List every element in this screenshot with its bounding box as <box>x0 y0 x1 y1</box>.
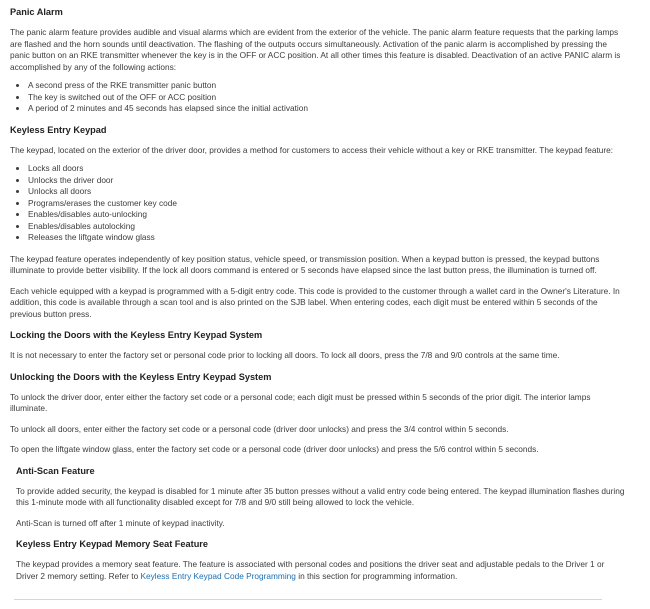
panic-deactivation-list <box>10 80 626 115</box>
list-item: • Enables/disables auto-unlocking <box>28 209 626 221</box>
keypad-code-programming-link[interactable]: Keyless Entry Keypad Code Programming <box>140 570 296 581</box>
list-item: • Programs/erases the customer key code <box>28 198 626 210</box>
memory-seat-text: The keypad provides a memory seat feature. The feature is associated with personal codes and positions the driver seat and adjustable pedals to the Driver 1 or Driver 2 memory setting. Refer to <box>16 559 605 581</box>
open-liftgate-paragraph: To open the liftgate window glass, enter the factory set code or a personal code (driver door unlocks) and press the 5/6 control within 5 seconds. <box>10 444 539 454</box>
locking-doors-heading: Locking the Doors with the Keyless Entry Keypad System <box>10 330 263 340</box>
anti-scan-off-paragraph: Anti-Scan is turned off after 1 minute of keypad inactivity. <box>16 517 225 528</box>
memory-seat-heading: Keyless Entry Keypad Memory Seat Feature <box>16 539 208 549</box>
keypad-illumination-paragraph: The keypad feature operates independently of key position status, vehicle speed, or transmission position. When a keypad button is pressed, the keypad buttons illuminate to provide better visibility. If the lock all doors command is entered or 5 seconds have elapsed since the last button press, the illumination is turned off. <box>10 253 600 275</box>
anti-scan-paragraph: To provide added security, the keypad is disabled for 1 minute after 35 button presses without a valid entry code being entered. The keypad illumination flashes during this 1-minute mode with all functionality disabled except for 7/8 and 9/0 still being allowed to lock the vehicle. <box>16 485 625 507</box>
keypad-feature-list <box>10 163 626 244</box>
list-item: • A period of 2 minutes and 45 seconds has elapsed since the initial activation <box>28 103 626 115</box>
keypad-entry-code-paragraph: Each vehicle equipped with a keypad is programmed with a 5-digit entry code. This code is provided to the customer through a wallet card in the Owner's Literature. In addition, this code is available through a scan tool and is also printed on the SJB label. When entering codes, each digit must be entered within 5 seconds of the previous button press. <box>10 285 620 319</box>
unlocking-doors-heading: Unlocking the Doors with the Keyless Entry Keypad System <box>10 371 272 382</box>
list-item: • Enables/disables autolocking <box>28 221 626 233</box>
panic-alarm-paragraph: The panic alarm feature provides audible and visual alarms which are evident from the exterior of the vehicle. The panic alarm feature requests that the parking lamps are flashed and the horn sounds until deactivation. The flashing of the outputs occurs simultaneously. Activation of the panic alarm is accomplished by pressing the panic button on an RKE transmitter whenever the key is in the OFF or ACC position. At all other times this feature is disabled. Deactivation of an active PANIC alarm is accomplished by any of the following actions: <box>10 27 621 72</box>
keyless-entry-keypad-heading: Keyless Entry Keypad <box>10 124 107 135</box>
list-item: • Unlocks the driver door <box>28 175 626 187</box>
list-item: • A second press of the RKE transmitter panic button <box>28 80 626 92</box>
memory-seat-paragraph <box>16 559 626 582</box>
list-item: • Locks all doors <box>28 163 626 175</box>
panic-alarm-heading: Panic Alarm <box>10 7 63 17</box>
unlock-all-doors-paragraph: To unlock all doors, enter either the factory set code or a personal code (driver door unlocks) and press the 3/4 control within 5 seconds. <box>10 423 509 434</box>
keypad-intro: The keypad, located on the exterior of the driver door, provides a method for customers to access their vehicle without a key or RKE transmitter. The keypad feature: <box>10 144 614 155</box>
anti-scan-section <box>16 486 626 530</box>
footer-divider <box>14 599 602 600</box>
list-item: • Unlocks all doors <box>28 186 626 198</box>
memory-seat-text-end: in this section for programming information. <box>295 570 458 581</box>
list-item: • The key is switched out of the OFF or ACC position <box>28 92 626 104</box>
unlock-driver-door-paragraph: To unlock the driver door, enter either the factory set code or a personal code; each digit must be pressed within 5 seconds of the prior digit. The interior lamps illuminate. <box>10 391 591 413</box>
anti-scan-heading: Anti-Scan Feature <box>16 465 95 476</box>
list-item: • Releases the liftgate window glass <box>28 232 626 244</box>
locking-doors-paragraph: It is not necessary to enter the factory set or personal code prior to locking all doors. To lock all doors, press the 7/8 and 9/0 controls at the same time. <box>10 350 560 360</box>
